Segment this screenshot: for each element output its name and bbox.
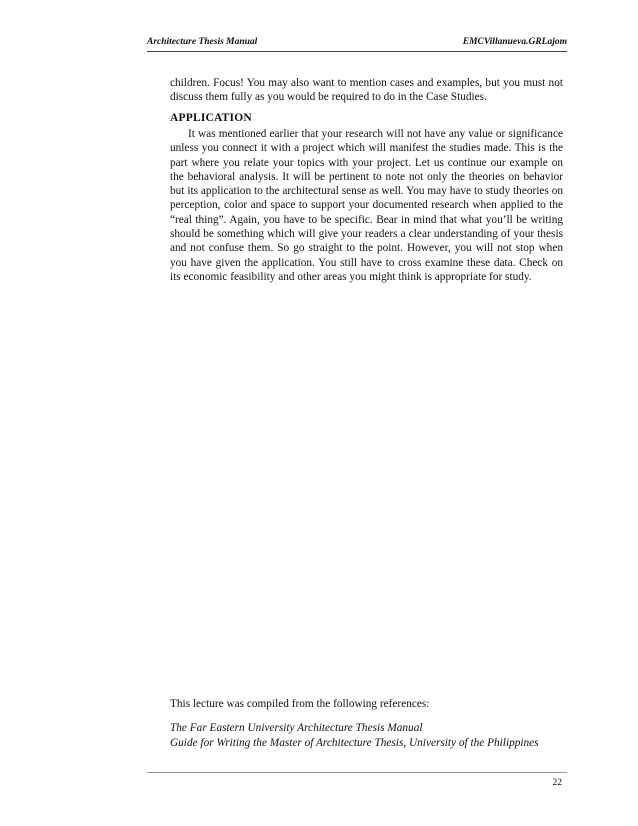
intro-paragraph: children. Focus! You may also want to mention cases and examples, but you must not discuss them fully as you would be required to do in the Case Studies.	[170, 77, 563, 104]
header-title: Architecture Thesis Manual	[147, 37, 258, 47]
section-heading-application: APPLICATION	[170, 112, 252, 124]
page-number: 22	[552, 778, 562, 788]
footer-divider	[147, 772, 567, 773]
reference-item: Guide for Writing the Master of Architecture Thesis, University of the Philippines	[170, 737, 539, 749]
references-list	[170, 721, 539, 751]
application-paragraph: It was mentioned earlier that your research will not have any value or significance unless you connect it with a project which will manifest the studies made. This is the part where you relate your topics with your project. Let us continue our example on the behavioral analysis. It will be pertinent to note not only the theories on behavior but its application to the architectural sense as well. You may have to study theories on perception, color and space to support your documented research when applied to the “real thing”. Again, you have to be specific. Bear in mind that what you’ll be writing should be something which will give your readers a clear understanding of your thesis and not confuse them. So go straight to the point. However, you will not stop when you have given the application. You still have to cross examine these data. Check on its economic feasibility and other areas you might think is appropriate for study.	[170, 128, 563, 283]
reference-item: The Far Eastern University Architecture Thesis Manual	[170, 722, 423, 734]
page-header	[147, 37, 567, 52]
header-authors: EMCVillanueva.GRLajom	[462, 37, 567, 47]
references-intro: This lecture was compiled from the following references:	[170, 698, 430, 710]
